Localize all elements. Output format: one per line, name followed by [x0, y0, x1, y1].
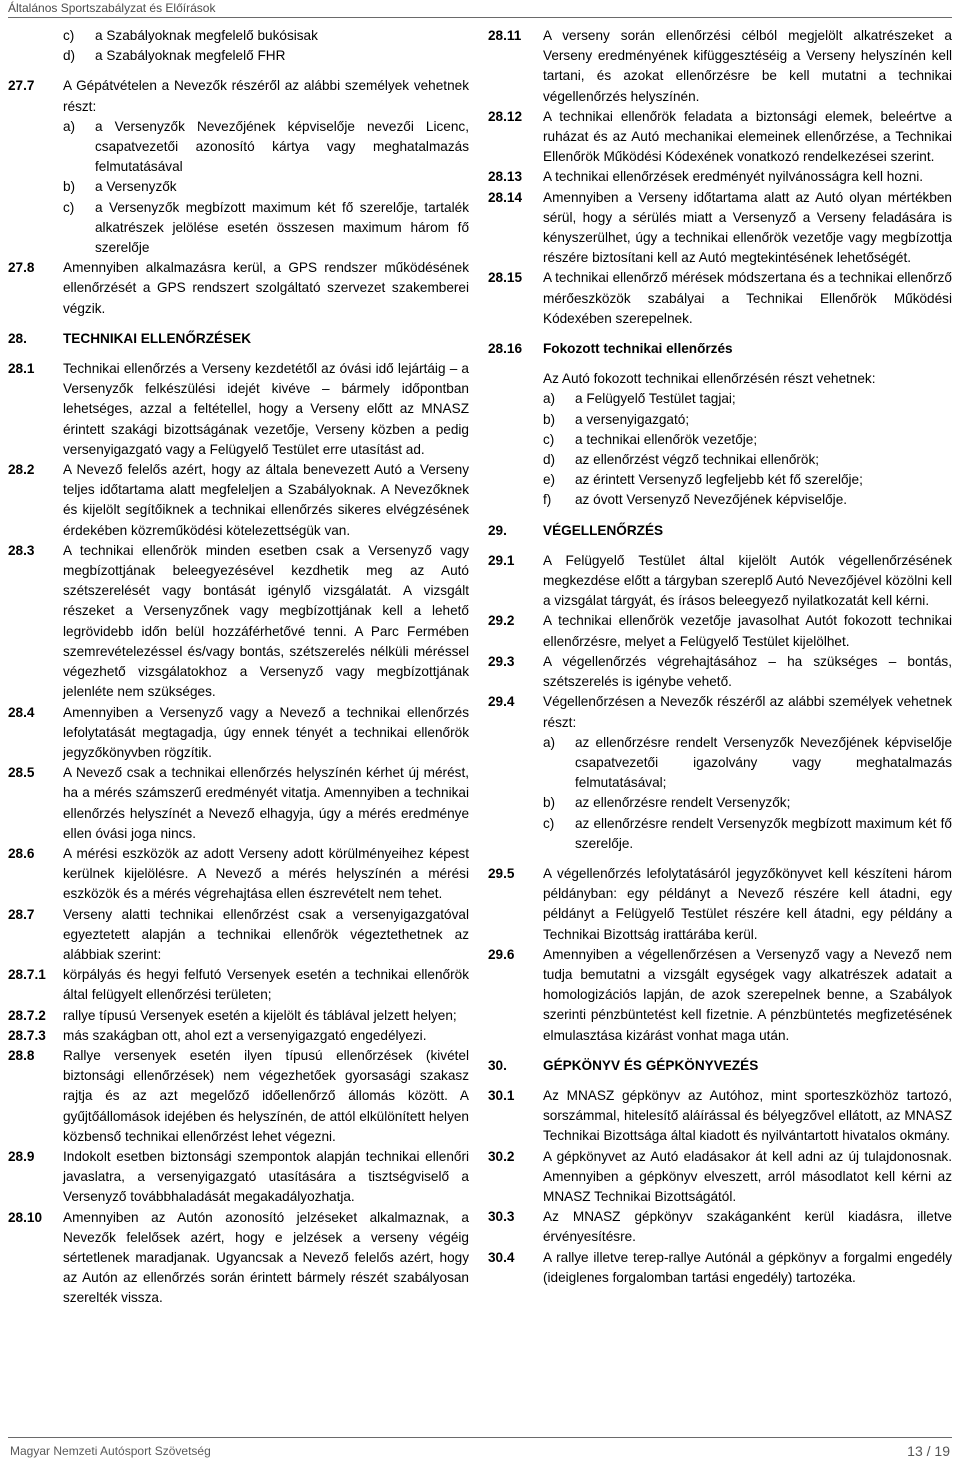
- left-column: [8, 26, 469, 1309]
- paragraph-28-14: 28.14 Amennyiben a Verseny időtartama alatt az Autó olyan mértékben sérül, hogy a sérülés miatt a Versenyző a Verseny feladására is kényszerülhet, úgy a technikai ellenőrök vezetője vagy megbízottja részére biztosítani kell az Autó megtekintésének lehetőségét.: [488, 189, 952, 266]
- list-item: b) a versenyigazgató;: [543, 411, 690, 427]
- paragraph-28-4: 28.4 Amennyiben a Versenyző vagy a Nevező a technikai ellenőrzés lefolytatását megtagadja, úgy ennek tényét a technikai ellenőrök jegyzőkönyvben rögzítik.: [8, 704, 469, 760]
- paragraph-30-3: 30.3 Az MNASZ gépkönyv szakáganként kerül kiadásra, illetve érvényesítésre.: [488, 1209, 952, 1245]
- paragraph-28-15: 28.15 A technikai ellenőrző mérések módszertana és a technikai ellenőrző mérőeszközök szabályai a Technikai Ellenőrök Működési Kódexében szerepelnek.: [488, 270, 952, 326]
- section-heading-28: 28. TECHNIKAI ELLENŐRZÉSEK: [8, 330, 252, 346]
- right-column: [488, 26, 952, 1288]
- page-header: [8, 0, 952, 18]
- list-item: c) a technikai ellenőrök vezetője;: [543, 431, 758, 447]
- paragraph-29-1: 29.1 A Felügyelő Testület által kijelölt Autók végellenőrzésének megkezdése előtt a tárgyban szereplő Autó Nevezőjével közölni kell a vizsgálat tárgyát, és írásos beleegyező nyilatkozatát kell kérni.: [488, 552, 952, 609]
- list-item: c) a Szabályoknak megfelelő bukósisak: [63, 28, 318, 43]
- paragraph-28-7-2: 28.7.2 rallye típusú Versenyek esetén a kijelölt és táblával jelzett helyen;: [8, 1007, 457, 1023]
- page-footer: [8, 1437, 952, 1460]
- paragraph-28-7-3: 28.7.3 más szakágban ott, ahol ezt a versenyigazgató engedélyezi.: [8, 1027, 427, 1043]
- paragraph-28-8: 28.8 Rallye versenyek esetén ilyen típusú ellenőrzések (kivétel biztonsági ellenőrzések) nem végezhetőek gyorsasági szakasz rajtja és az azt megelőző időellenőrző állomás között. A gyűjtőállomások idejében és helyszínén, de attól elkülönített helyen közbenső technikai ellenőrzést lehet végezni.: [8, 1047, 469, 1144]
- paragraph-28-5: 28.5 A Nevező csak a technikai ellenőrzés helyszínén kérhet új mérést, ha a mérés számszerű eredményét vitatja. Amennyiben a technikai ellenőrzés helyszínét a Nevező elhagyja, úgy a mérés eredménye ellen óvási joga nincs.: [8, 765, 469, 841]
- section-heading-30: 30. GÉPKÖNYV ÉS GÉPKÖNYVEZÉS: [488, 1057, 759, 1073]
- list-item: c) a Versenyzők megbízott maximum két fő szerelője, tartalék alkatrészek jelölése esetén összesen maximum három fő szerelője: [63, 199, 469, 256]
- organization-name: Magyar Nemzeti Autósport Szövetség: [10, 1444, 211, 1458]
- paragraph-27-8: 27.8 Amennyiben alkalmazásra kerül, a GPS rendszer működésének ellenőrzését a GPS rendszert szolgáltató szervezet szakemberei végzik.: [8, 260, 469, 316]
- paragraph-28-12: 28.12 A technikai ellenőrök feladata a biztonsági elemek, beleértve a ruházat és az Autó mechanikai elemeinek ellenőrzése, a Technikai Ellenőrök Működési Kódexének vonatkozó rendelkezései szerint.: [488, 108, 952, 165]
- subsection-title: Fokozott technikai ellenőrzés: [543, 341, 733, 357]
- paragraph-30-4: 30.4 A rallye illetve terep-rallye Autónál a gépkönyv a forgalmi engedély (ideiglenes forgalomban tartási engedély) tartozéka.: [488, 1249, 952, 1285]
- list-item: a) a Versenyzők Nevezőjének képviselője nevezői Licenc, csapatvezetői azonosító kártya vagy meghatalmazás felmutatásával: [63, 118, 469, 175]
- list-item: b) az ellenőrzésre rendelt Versenyzők;: [543, 795, 791, 811]
- paragraph-28-10: 28.10 Amennyiben az Autón azonosító jelzéseket alkalmaznak, a Nevezők felelősek azért, hogy e jelzések a verseny végéig sértetlenek maradjanak. Ugyancsak a Nevező felelős azért, hogy az Autón az ellenőrzés során érintett bármely részét szabályosan szerelték vissza.: [8, 1209, 469, 1306]
- paragraph-28-7: 28.7 Verseny alatti technikai ellenőrzést csak a versenyigazgatóval egyeztetett alapján a technikai ellenőrök végeztethetnek az alábbiak szerint:: [8, 906, 469, 962]
- paragraph-28-6: 28.6 A mérési eszközök az adott Verseny adott körülményeihez képest kerülnek kijelölésre. A Nevező a mérés helyszínén a mérési eszközök és a mérés végrehajtása ellen észrevételt nem tehet.: [8, 845, 469, 902]
- paragraph-29-2: 29.2 A technikai ellenőrök vezetője javasolhat Autót fokozott technikai ellenőrzésre, melyet a Felügyelő Testület kijelölhet.: [488, 613, 952, 649]
- list-item: f) az óvott Versenyző Nevezőjének képviselője.: [543, 492, 848, 508]
- paragraph-29-4: 29.4 Végellenőrzésen a Nevezők részéről az alábbi személyek vehetnek részt: a) az ellenőrzésre rendelt Versenyzők Nevezőjének képviselője csapatvezetői igazolvány vagy meghatalmazás felmutatásával; b) az ellenőrzésre rendelt Versenyzők; c) az ellenőrzésre rendelt Versenyzők megbízott maximum két fő szerelője.: [488, 692, 952, 854]
- paragraph-28-16: 28.16 Fokozott technikai ellenőrzés Az Autó fokozott technikai ellenőrzésén részt vehetnek: a) a Felügyelő Testület tagjai; b) a versenyigazgató; c) a technikai ellenőrök vezetője; d) az ellenőrzést végző technikai ellenőrök; e) az érintett Versenyző legfeljebb két fő szerelője; f) az óvott Versenyző Nevezőjének képviselője.: [488, 339, 952, 511]
- paragraph-28-9: 28.9 Indokolt esetben biztonsági szempontok alapján technikai ellenőri javaslatra, a versenyigazgató utasítására a tisztségviselő a Versenyző továbbhaladását megakadályozhatja.: [8, 1148, 469, 1205]
- paragraph-28-11: 28.11 A verseny során ellenőrzési célból megjelölt alkatrészeket a Verseny eredményének kifüggesztéséig a Verseny helyszínén kell tartani, és azokat ellenőrzésre be kell mutatni a technikai végellenőrzés helyszínén.: [488, 28, 952, 104]
- list-item: c) az ellenőrzésre rendelt Versenyzők megbízott maximum két fő szerelője.: [543, 815, 952, 851]
- list-item: d) az ellenőrzést végző technikai ellenőrök;: [543, 452, 820, 468]
- paragraph-29-5: 29.5 A végellenőrzés lefolytatásáról jegyzőkönyvet kell készíteni három példányban: egy példányt a Nevező részére kell átadni, egy példányt a Felügyelő Testület részére kell átadni, egy példány a Technikai Bizottság irattárába kerül.: [488, 865, 952, 942]
- paragraph-28-7-1: 28.7.1 körpályás és hegyi felfutó Versenyek esetén a technikai ellenőrök által felügyelt ellenőrzési területen;: [8, 967, 469, 1003]
- list-item: d) a Szabályoknak megfelelő FHR: [63, 48, 286, 64]
- list-item: a) az ellenőrzésre rendelt Versenyzők Nevezőjének képviselője csapatvezetői igazolvány vagy meghatalmazás felmutatásával;: [543, 734, 952, 791]
- paragraph-30-1: 30.1 Az MNASZ gépkönyv az Autóhoz, mint sporteszközhöz tartozó, sorszámmal, hitelesítő aláírással és bélyegzővel ellátott, az MNASZ Technikai Bizottsága által kiadott és nyilvántartott hivatalos okmány.: [488, 1087, 952, 1144]
- section-heading-29: 29. VÉGELLENŐRZÉS: [488, 522, 664, 538]
- paragraph-27-7: 27.7 A Gépátvételen a Nevezők részéről az alábbi személyek vehetnek részt: a) a Versenyzők Nevezőjének képviselője nevezői Licenc, csapatvezetői azonosító kártya vagy meghatalmazás felmutatásával b) a Versenyzők c) a Versenyzők megbízott maximum két fő szerelője, tartalék alkatrészek jelölése esetén összesen maximum három fő szerelője: [8, 76, 469, 258]
- paragraph-29-6: 29.6 Amennyiben a végellenőrzésen a Versenyző vagy a Nevező nem tudja bemutatni a vizsgált egységek vagy alkatrészek adatait a homologizációs lapján, de azok szerepelnek benne, a Szabályok szerinti pénzbüntetést kell fizetnie. A pénzbüntetés megfizetésének elmulasztása kizárást vonhat maga után.: [488, 946, 952, 1043]
- paragraph-30-2: 30.2 A gépkönyvet az Autó eladásakor át kell adni az új tulajdonosnak. Amennyiben a gépkönyv elveszett, arról másodlatot kell kérni az MNASZ Technikai Bizottságától.: [488, 1148, 952, 1204]
- list-item: e) az érintett Versenyző legfeljebb két fő szerelője;: [543, 472, 863, 488]
- list-item: b) a Versenyzők: [63, 179, 177, 195]
- paragraph-28-3: 28.3 A technikai ellenőrök minden esetben csak a Versenyző vagy megbízottjának beleegyezésével kezdhetik meg az Autó szétszerelését vagy bontását igénylő vizsgálatát. A vizsgált részeket a Versenyzőnek vagy megbízottjának kell a lehető legrövidebb időn belül hozzáférhetővé tenni. A Parc Fermében szemrevételezéssel és/vagy bontás, szétszerelés nélküli méréssel végezhető vizsgálatokhoz a Versenyző vagy megbízottjának jelenléte nem szükséges.: [8, 542, 469, 700]
- list-item: a) a Felügyelő Testület tagjai;: [543, 391, 736, 407]
- paragraph-29-3: 29.3 A végellenőrzés végrehajtásához – ha szükséges – bontás, szétszerelés is igénybe vehető.: [488, 653, 952, 690]
- paragraph-28-2: 28.2 A Nevező felelős azért, hogy az általa benevezett Autó a Verseny teljes időtartama alatt megfeleljen a Szabályoknak. A Nevezőknek és kijelölt segítőiknek a technikai ellenőrzés sikeres elvégzésének érdekében közreműködési kötelezettségük van.: [8, 462, 469, 538]
- continued-list: [8, 26, 469, 66]
- page-number: 13 / 19: [907, 1443, 950, 1459]
- paragraph-28-1: 28.1 Technikai ellenőrzés a Verseny kezdetétől az óvási idő lejártáig – a Versenyzők felkészülési idejét kivéve – bármely időpontban lehetséges, azzal a feltétellel, hogy a Verseny előtt az MNASZ érintett szakági bizottságának vezetője, Verseny közben a pedig versenyigazgató vagy a Felügyelő Testület erre utasítást ad.: [8, 361, 469, 457]
- document-title: Általános Sportszabályzat és Előírások: [8, 1, 216, 15]
- paragraph-28-13: 28.13 A technikai ellenőrzések eredményét nyilvánosságra kell hozni.: [488, 169, 924, 185]
